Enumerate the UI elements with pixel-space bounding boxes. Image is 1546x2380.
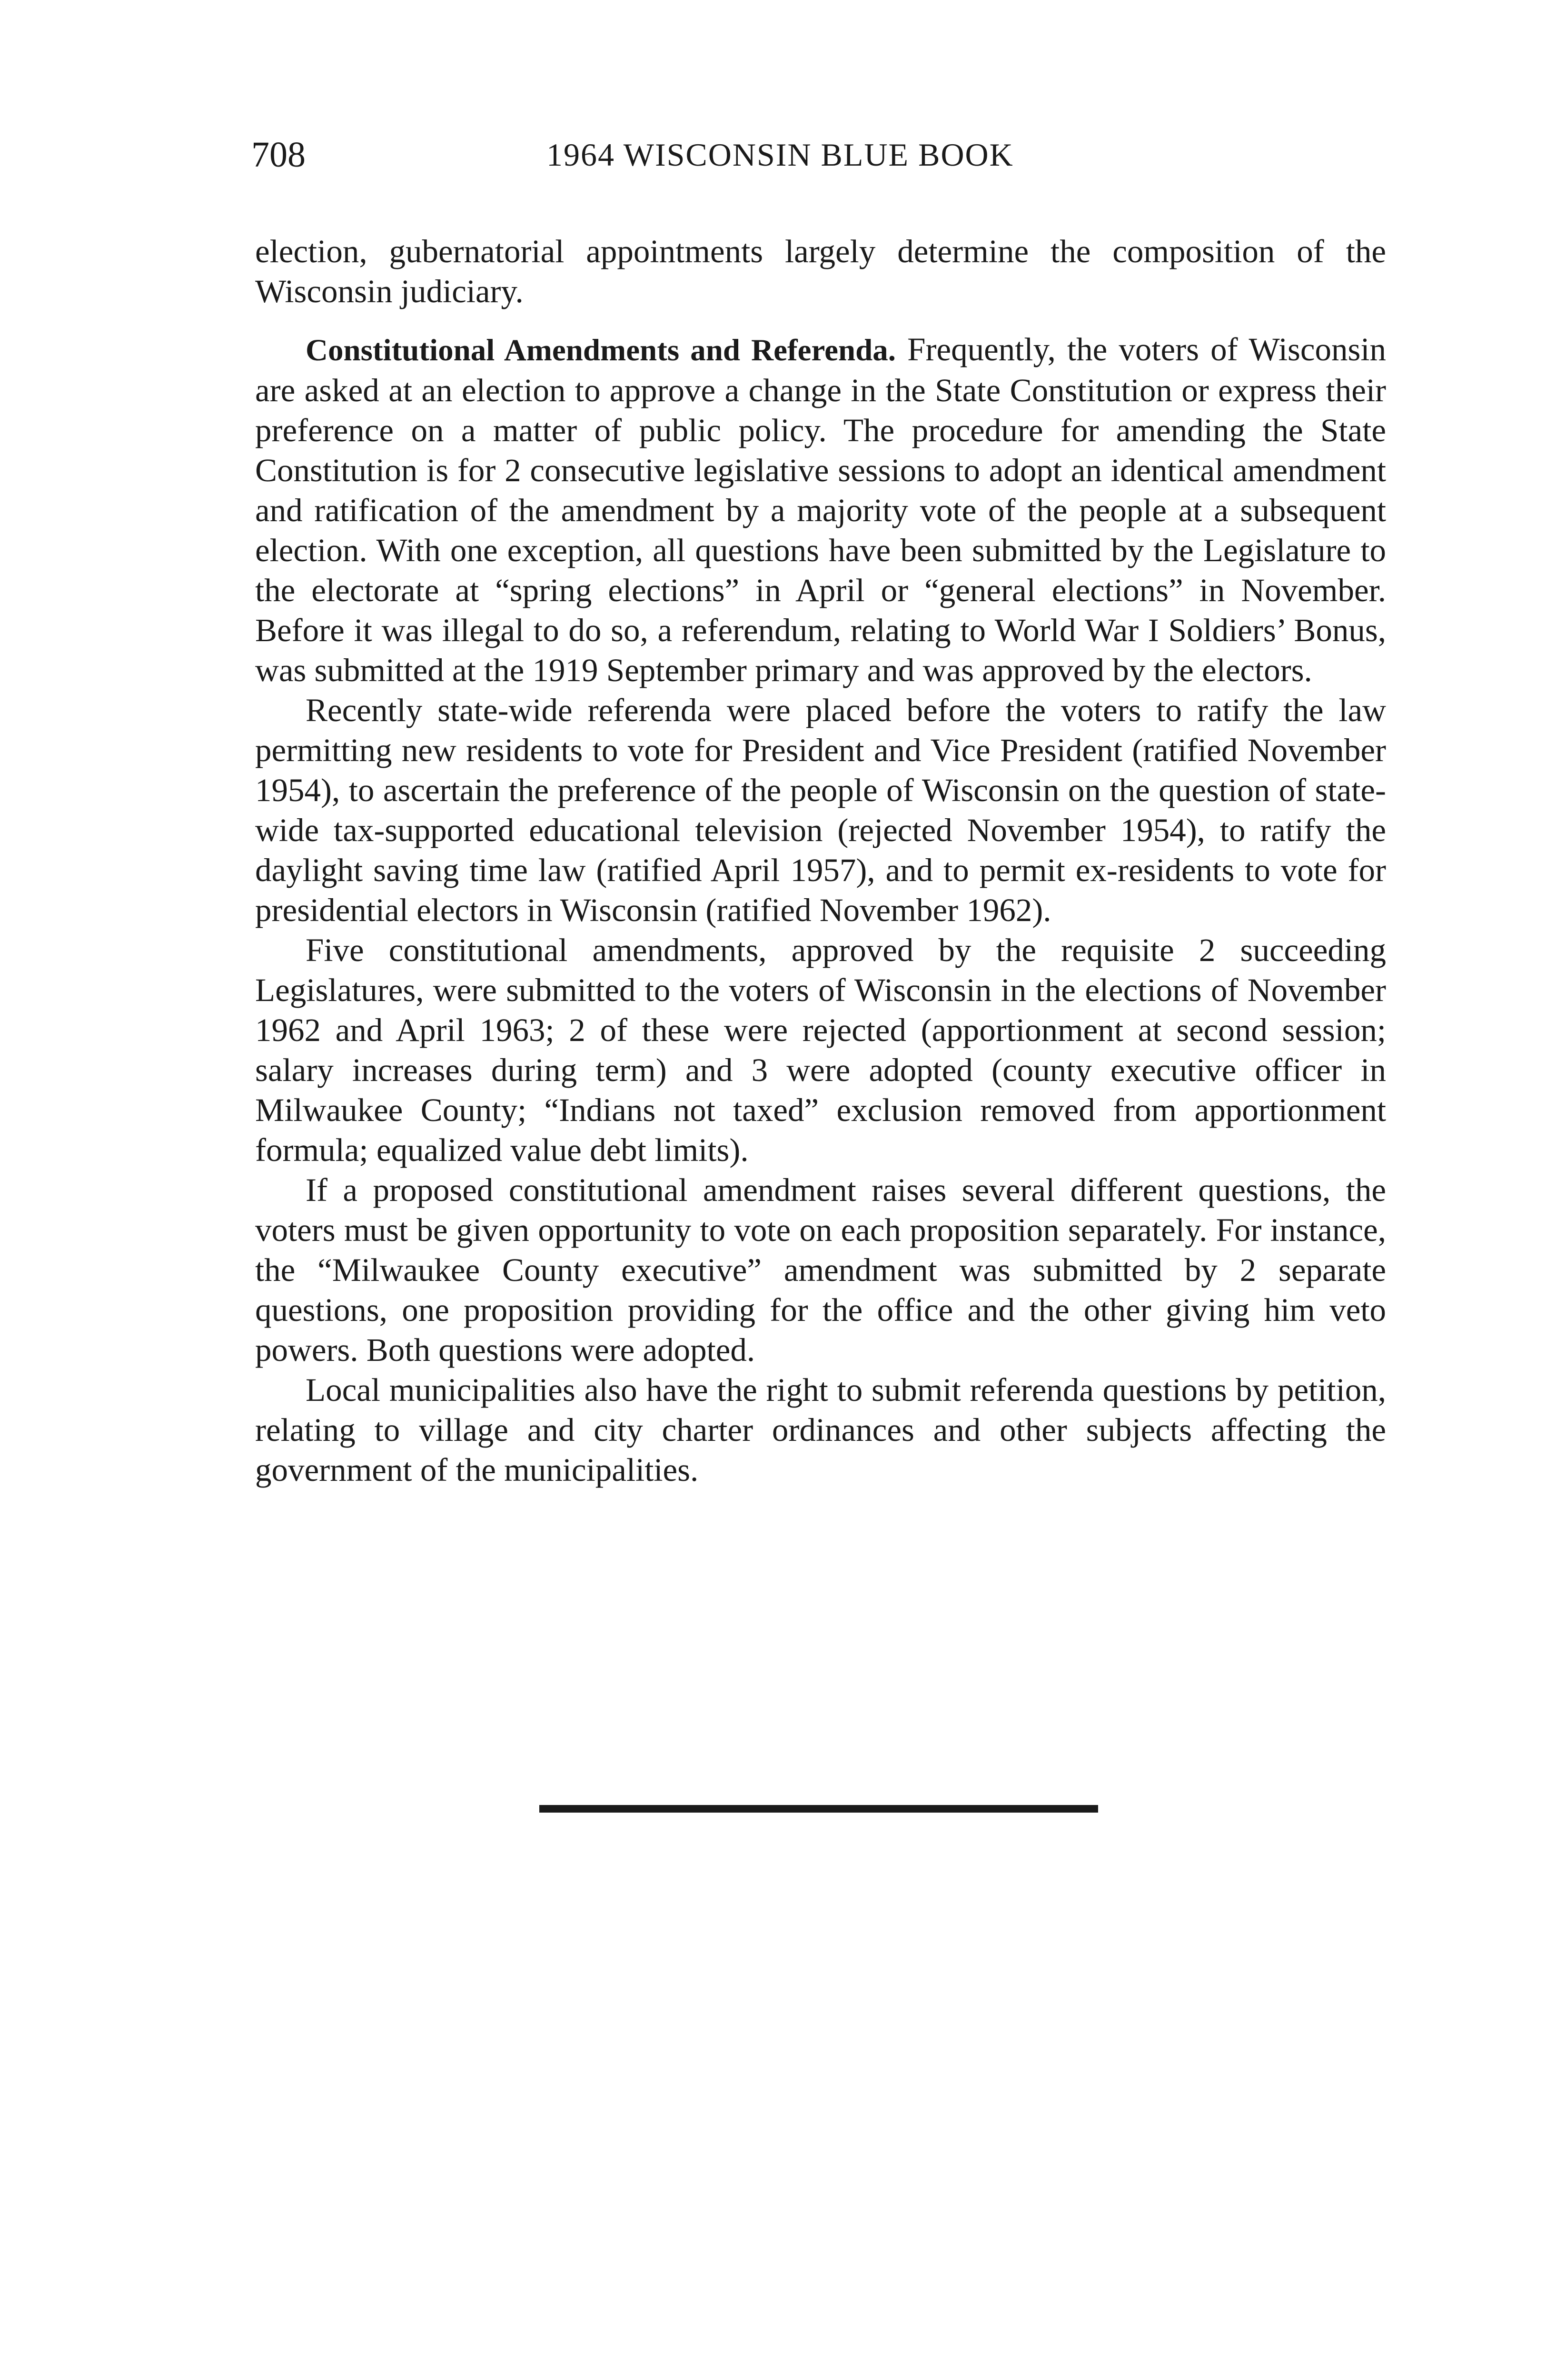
section-heading: Constitutional Amendments and Referenda.: [306, 333, 896, 367]
paragraph-text: Frequently, the voters of Wisconsin are asked at an election to approve a change in the State Constitution or express their preference on a matter of public policy. The procedure for amending the State Constitution is for 2 consecutive legislative sessions to adopt an identical amendment and ratification of the amendment by a majority vote of the people at a subsequent election. With one exception, all questions have been submitted by the Legislature to the electorate at “spring elections” in April or “general elections” in November. Before it was illegal to do so, a referendum, relating to World War I Soldiers’ Bonus, was submitted at the 1919 September primary and was approved by the electors.: [255, 331, 1387, 688]
section-end-rule: [539, 1805, 1098, 1813]
paragraph-text: election, gubernatorial appointments largely determine the composition of the Wisconsin judiciary.: [255, 233, 1386, 309]
paragraph-text: Recently state-wide referenda were placed before the voters to ratify the law permitting new residents to vote for President and Vice President (ratified November 1954), to ascertain the preference of the people of Wisconsin on the question of state-wide tax-supported educational television (rejected November 1954), to ratify the daylight saving time law (ratified April 1957), and to permit ex-residents to vote for presidential electors in Wisconsin (ratified November 1962).: [255, 692, 1386, 928]
page-header: [251, 129, 1394, 181]
paragraph: [255, 1170, 1386, 1370]
paragraph: [255, 930, 1386, 1170]
paragraph-text: If a proposed constitutional amendment raises several different questions, the voters must be given opportunity to vote on each proposition separately. For instance, the “Milwaukee County executive” amendment was submitted by 2 separate questions, one proposition providing for the office and the other giving him veto powers. Both questions were adopted.: [255, 1172, 1386, 1368]
paragraph-text: Local municipalities also have the right to submit referenda questions by petition, relating to village and city charter ordinances and other subjects affecting the government of the municipalities.: [255, 1372, 1386, 1488]
body-text: [255, 231, 1386, 1490]
paragraph: [255, 690, 1386, 930]
paragraph: [255, 231, 1386, 311]
paragraph: [255, 329, 1386, 690]
page-number: 708: [251, 135, 306, 175]
running-head: 1964 WISCONSIN BLUE BOOK: [546, 137, 1014, 173]
paragraph-text: Five constitutional amendments, approved by the requisite 2 succeeding Legislatures, were submitted to the voters of Wisconsin in the elections of November 1962 and April 1963; 2 of these were rejected (apportionment at second session; salary increases during term) and 3 were adopted (county executive officer in Milwaukee County; “Indians not taxed” exclusion removed from apportionment formula; equalized value debt limits).: [255, 932, 1386, 1168]
paragraph: [255, 1370, 1386, 1490]
